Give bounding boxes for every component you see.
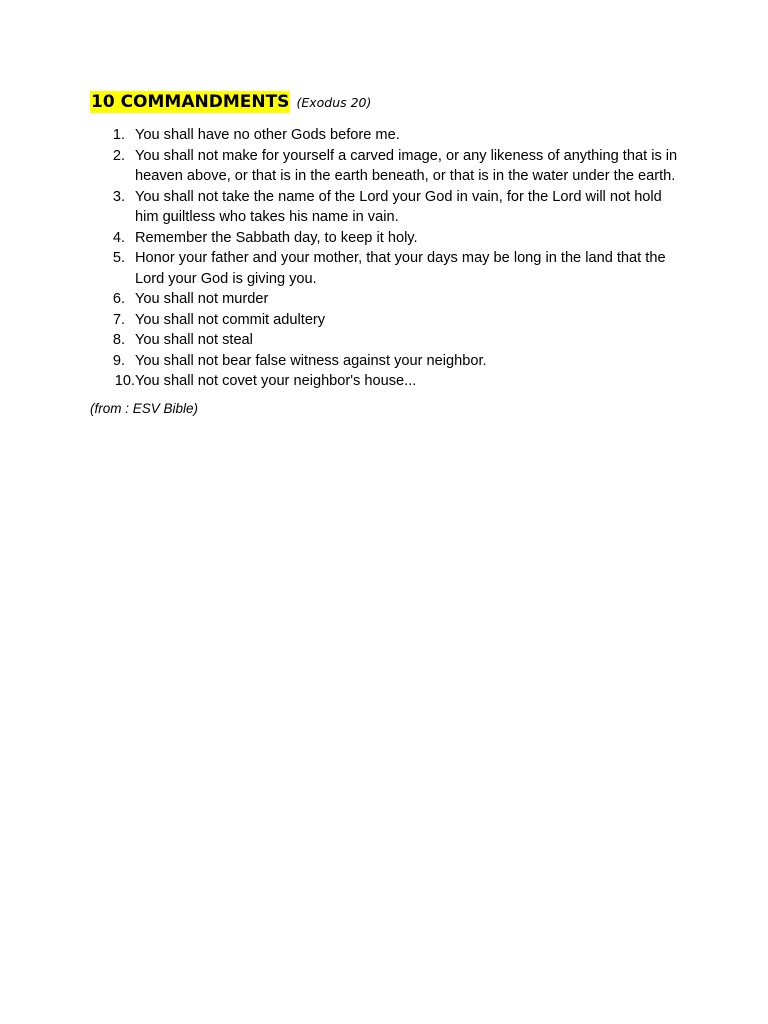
list-item xyxy=(90,330,680,351)
list-item xyxy=(90,351,680,372)
document-content xyxy=(90,91,680,416)
item-number: 3. xyxy=(112,188,125,205)
item-number: 4. xyxy=(112,229,125,246)
item-text: You shall not murder xyxy=(135,291,269,307)
item-number: 2. xyxy=(112,147,125,164)
item-text: You shall not covet your neighbor's house... xyxy=(135,373,417,389)
list-item xyxy=(90,289,680,310)
item-text: You shall not commit adultery xyxy=(135,311,326,328)
item-number: 7. xyxy=(112,311,125,328)
item-number: 10. xyxy=(114,373,135,389)
list-item xyxy=(90,125,680,146)
item-text: Honor your father and your mother, that your days may be long in the land that the Lord your God is giving you. xyxy=(135,250,666,287)
heading-line xyxy=(90,91,680,117)
list-item xyxy=(90,228,680,249)
item-number: 9. xyxy=(112,352,125,369)
item-number: 5. xyxy=(112,250,125,266)
item-text: You shall not steal xyxy=(135,332,253,348)
list-item xyxy=(90,310,680,331)
item-text: You shall not bear false witness against your neighbor. xyxy=(135,352,487,369)
item-text: You shall not take the name of the Lord your God in vain, for the Lord will not hold him guiltless who takes his name in vain. xyxy=(135,188,662,225)
list-item xyxy=(90,371,680,392)
item-text: Remember the Sabbath day, to keep it holy. xyxy=(135,229,418,246)
list-item xyxy=(90,248,680,289)
page-title: 10 COMMANDMENTS xyxy=(91,92,290,112)
item-text: You shall have no other Gods before me. xyxy=(135,127,400,143)
commandments-list xyxy=(90,125,680,392)
scripture-reference: (Exodus 20) xyxy=(296,95,372,110)
list-item xyxy=(90,187,680,228)
list-item xyxy=(90,146,680,187)
item-number: 1. xyxy=(112,127,125,143)
item-text: You shall not make for yourself a carved image, or any likeness of anything that is in heaven above, or that is in the earth beneath, or that is in the water under the earth. xyxy=(135,147,678,184)
source-citation: (from : ESV Bible) xyxy=(90,400,199,416)
item-number: 8. xyxy=(112,332,125,348)
item-number: 6. xyxy=(112,291,125,307)
